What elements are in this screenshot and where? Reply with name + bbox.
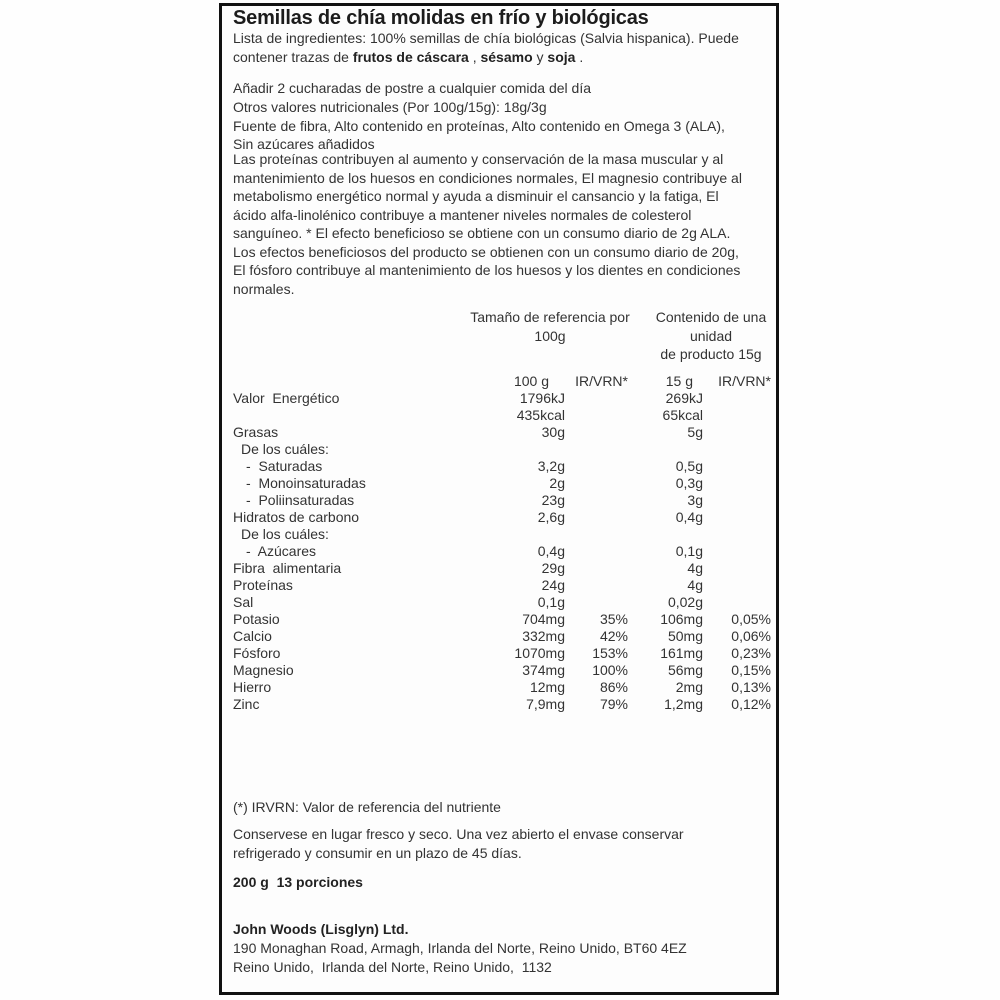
table-row	[233, 645, 772, 662]
ingredient-text: .	[575, 48, 584, 65]
irvrn-per-100g	[565, 509, 628, 526]
value-per-100g: 2g	[549, 475, 565, 491]
irvrn-footnote: (*) IRVRN: Valor de referencia del nutriente	[233, 799, 501, 815]
irvrn-per-15g	[703, 594, 771, 611]
nutrient-label: - Poliinsaturadas	[246, 492, 355, 508]
nutrition-table-body	[233, 390, 772, 713]
text-line: Las proteínas contribuyen al aumento y conservación de la masa muscular y al	[233, 151, 724, 167]
irvrn-per-100g	[565, 560, 628, 577]
value-per-15g: 56mg	[667, 662, 703, 678]
irvrn-per-15g: 0,15%	[731, 662, 771, 678]
allergen-text: sésamo	[480, 48, 533, 65]
irvrn-per-15g	[703, 526, 771, 543]
nutrient-label: Grasas	[233, 424, 279, 440]
nutrition-table-group-headers	[460, 308, 782, 364]
nutrient-label: - Azúcares	[246, 543, 317, 559]
text-line: Otros valores nutricionales (Por 100g/15g): 18g/3g	[233, 98, 547, 115]
irvrn-per-15g	[703, 407, 771, 424]
value-per-100g: 12mg	[529, 679, 565, 695]
allergen-text: frutos de cáscara	[352, 48, 469, 65]
value-per-15g: 2mg	[675, 679, 703, 695]
group-header-per-unit-line1: Contenido de una unidad	[655, 309, 767, 344]
value-per-100g: 1070mg	[514, 645, 565, 661]
irvrn-per-100g: 86%	[599, 679, 628, 695]
value-per-100g: 374mg	[522, 662, 565, 678]
irvrn-per-100g	[565, 407, 628, 424]
nutrient-label	[233, 407, 503, 424]
irvrn-per-15g: 0,12%	[731, 696, 771, 712]
irvrn-per-100g	[565, 577, 628, 594]
value-per-15g: 65kcal	[662, 407, 703, 423]
group-header-per-100g-line1: Tamaño de referencia por	[470, 309, 630, 325]
column-header-spacer	[233, 373, 503, 390]
table-row	[233, 475, 772, 492]
irvrn-per-100g: 35%	[599, 611, 628, 627]
value-per-100g: 332mg	[522, 628, 565, 644]
irvrn-per-100g: 42%	[599, 628, 628, 644]
irvrn-per-15g	[703, 458, 771, 475]
table-row	[233, 611, 772, 628]
value-per-100g: 0,4g	[537, 543, 565, 559]
irvrn-per-15g: 0,23%	[731, 645, 771, 661]
value-per-100g: 30g	[541, 424, 565, 440]
value-per-15g: 269kJ	[665, 390, 703, 406]
table-row	[233, 577, 772, 594]
product-title: Semillas de chía molidas en frío y biológicas	[233, 7, 649, 29]
nutrient-label: Valor Energético	[233, 390, 340, 406]
table-row	[233, 543, 772, 560]
manufacturer-block	[233, 920, 772, 977]
nutrient-label: Zinc	[233, 696, 260, 712]
value-per-100g: 29g	[541, 560, 565, 576]
value-per-15g: 106mg	[660, 611, 703, 627]
value-per-15g: 4g	[687, 577, 703, 593]
irvrn-per-100g	[565, 492, 628, 509]
table-row	[233, 407, 772, 424]
text-line: normales.	[233, 280, 295, 297]
net-weight-servings: 200 g 13 porciones	[233, 874, 363, 890]
table-row	[233, 509, 772, 526]
ingredient-text: Lista de ingredientes: 100% semillas de chía biológicas (Salvia hispanica). Puede contener trazas de	[233, 30, 739, 65]
table-row	[233, 458, 772, 475]
table-row	[233, 662, 772, 679]
value-per-100g: 7,9mg	[526, 696, 565, 712]
irvrn-per-100g	[565, 543, 628, 560]
irvrn-per-100g	[565, 594, 628, 611]
table-row	[233, 526, 772, 543]
nutrient-label: - Saturadas	[246, 458, 323, 474]
value-per-100g: 1796kJ	[519, 390, 565, 406]
irvrn-per-100g	[565, 390, 628, 407]
text-line: 190 Monaghan Road, Armagh, Irlanda del Norte, Reino Unido, BT60 4EZ	[233, 940, 687, 956]
nutrient-label: - Monoinsaturadas	[246, 475, 366, 491]
text-line: Los efectos beneficiosos del producto se obtienen con un consumo diario de 20g,	[233, 243, 739, 260]
nutrient-label: Magnesio	[233, 662, 294, 678]
manufacturer-address	[233, 939, 772, 977]
value-per-100g	[503, 526, 565, 543]
text-line: Sin azúcares añadidos	[233, 136, 375, 153]
nutrient-label: Fósforo	[233, 645, 281, 661]
column-header-15g: 15 g	[665, 373, 693, 389]
nutrient-label: Potasio	[233, 611, 280, 627]
text-line: mantenimiento de los huesos en condiciones normales, El magnesio contribuye al	[233, 169, 742, 186]
allergen-text: soja	[547, 48, 576, 65]
value-per-15g: 0,3g	[675, 475, 703, 491]
value-per-15g: 0,4g	[675, 509, 703, 525]
value-per-100g: 2,6g	[537, 509, 565, 525]
ingredient-text: y	[532, 48, 548, 65]
value-per-15g	[628, 441, 703, 458]
table-row	[233, 628, 772, 645]
irvrn-per-15g: 0,05%	[731, 611, 771, 627]
value-per-100g: 24g	[541, 577, 565, 593]
nutrient-label: Sal	[233, 594, 254, 610]
irvrn-per-15g	[703, 390, 771, 407]
table-row	[233, 424, 772, 441]
table-row	[233, 492, 772, 509]
ingredients-paragraph	[233, 29, 778, 66]
text-line: Conservese en lugar fresco y seco. Una vez abierto el envase conservar	[233, 826, 684, 842]
irvrn-per-15g	[703, 543, 771, 560]
irvrn-per-100g	[565, 458, 628, 475]
text-line: Reino Unido, Irlanda del Norte, Reino Unido, 1132	[233, 959, 552, 975]
irvrn-per-15g	[703, 441, 771, 458]
irvrn-per-15g	[703, 424, 771, 441]
value-per-15g: 50mg	[667, 628, 703, 644]
irvrn-per-100g	[565, 441, 628, 458]
value-per-15g: 5g	[687, 424, 703, 440]
irvrn-per-15g	[703, 509, 771, 526]
value-per-15g: 0,02g	[667, 594, 703, 610]
value-per-15g: 0,1g	[675, 543, 703, 559]
storage-instructions	[233, 825, 772, 862]
nutrient-label: Hidratos de carbono	[233, 509, 360, 525]
text-line: El fósforo contribuye al mantenimiento de los huesos y los dientes en condiciones	[233, 262, 741, 278]
group-header-per-unit-line2: de producto 15g	[660, 346, 762, 362]
value-per-100g: 704mg	[522, 611, 565, 627]
irvrn-per-100g: 153%	[592, 645, 628, 661]
text-line: sanguíneo. * El efecto beneficioso se obtiene con un consumo diario de 2g ALA.	[233, 225, 731, 241]
irvrn-per-15g	[703, 577, 771, 594]
usage-and-claims	[233, 79, 772, 154]
nutrition-table-column-headers	[233, 373, 772, 390]
table-row	[233, 441, 772, 458]
irvrn-per-100g: 79%	[599, 696, 628, 712]
table-row	[233, 696, 772, 713]
irvrn-per-15g	[703, 492, 771, 509]
nutrient-label: Fibra alimentaria	[233, 560, 342, 576]
nutrient-label: De los cuáles:	[241, 441, 329, 457]
manufacturer-name: John Woods (Lisglyn) Ltd.	[233, 921, 409, 937]
column-header-irvrn-2: IR/VRN*	[718, 373, 771, 389]
product-label-box	[219, 3, 779, 995]
value-per-100g: 435kcal	[516, 407, 565, 423]
value-per-15g	[628, 526, 703, 543]
text-line: Fuente de fibra, Alto contenido en proteínas, Alto contenido en Omega 3 (ALA),	[233, 117, 725, 134]
group-header-per-unit	[640, 308, 782, 364]
irvrn-per-15g: 0,13%	[731, 679, 771, 695]
table-row	[233, 390, 772, 407]
value-per-100g: 0,1g	[537, 594, 565, 610]
nutrient-label: Hierro	[233, 679, 272, 695]
value-per-15g: 161mg	[660, 645, 703, 661]
table-row	[233, 679, 772, 696]
text-line: metabolismo energético normal y ayuda a disminuir el cansancio y la fatiga, El	[233, 188, 719, 204]
irvrn-per-100g	[565, 526, 628, 543]
value-per-15g: 3g	[687, 492, 703, 508]
text-line: ácido alfa-linolénico contribuye a mantener niveles normales de colesterol	[233, 206, 692, 223]
column-header-irvrn-1: IR/VRN*	[575, 373, 628, 389]
value-per-100g: 23g	[541, 492, 565, 508]
nutrient-label: Calcio	[233, 628, 272, 644]
value-per-100g: 3,2g	[537, 458, 565, 474]
irvrn-per-15g: 0,06%	[731, 628, 771, 644]
group-header-per-100g	[460, 308, 640, 364]
column-header-100g: 100 g	[513, 373, 549, 389]
nutrient-label: De los cuáles:	[241, 526, 329, 542]
irvrn-per-15g	[703, 560, 771, 577]
text-line: Añadir 2 cucharadas de postre a cualquier comida del día	[233, 80, 591, 96]
group-header-per-100g-line2: 100g	[534, 327, 566, 344]
text-line: refrigerado y consumir en un plazo de 45 días.	[233, 844, 522, 861]
ingredient-text: ,	[468, 48, 481, 65]
irvrn-per-100g	[565, 475, 628, 492]
irvrn-per-100g: 100%	[592, 662, 628, 678]
irvrn-per-15g	[703, 475, 771, 492]
value-per-100g	[503, 441, 565, 458]
health-claims-paragraph	[233, 150, 772, 298]
table-row	[233, 594, 772, 611]
irvrn-per-100g	[565, 424, 628, 441]
value-per-15g: 4g	[687, 560, 703, 576]
value-per-15g: 0,5g	[675, 458, 703, 474]
value-per-15g: 1,2mg	[664, 696, 703, 712]
table-row	[233, 560, 772, 577]
nutrient-label: Proteínas	[233, 577, 293, 593]
